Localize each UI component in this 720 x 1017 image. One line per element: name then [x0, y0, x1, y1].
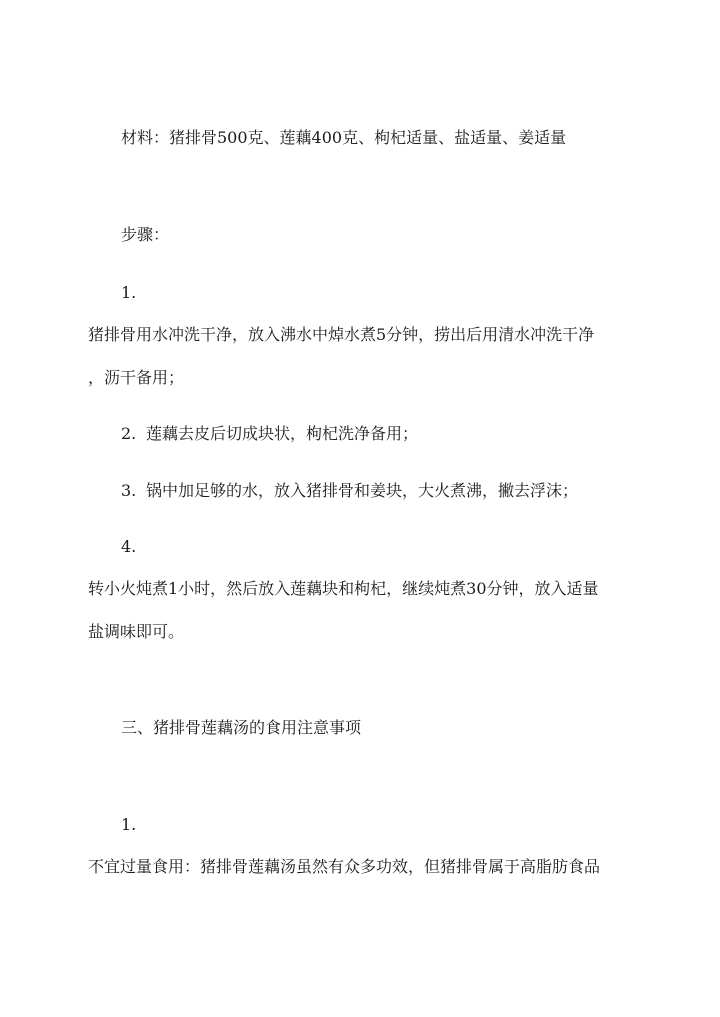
- section-3-item-1-text-line-1: 不宜过量食用：猪排骨莲藕汤虽然有众多功效，但猪排骨属于高脂肪食品: [88, 857, 601, 876]
- step-3-text: 锅中加足够的水，放入猪排骨和姜块，大火煮沸，撇去浮沫；: [146, 481, 579, 500]
- step-4-number: 4.: [121, 537, 137, 556]
- step-4-text-line-1: 转小火炖煮1小时，然后放入莲藕块和枸杞，继续炖煮30分钟，放入适量: [88, 579, 599, 598]
- step-1-text-line-2: ，沥干备用；: [88, 368, 185, 387]
- step-1-number: 1.: [121, 283, 137, 302]
- step-3-number: 3.: [121, 481, 137, 500]
- step-2-number: 2.: [121, 424, 137, 443]
- step-1-text-line-1: 猪排骨用水冲洗干净，放入沸水中焯水煮5分钟，捞出后用清水冲洗干净: [88, 325, 595, 344]
- steps-heading: 步骤：: [121, 225, 170, 244]
- step-4-text-line-2: 盐调味即可。: [88, 622, 185, 641]
- section-3-heading: 三、猪排骨莲藕汤的食用注意事项: [121, 718, 362, 737]
- materials-line: 材料：猪排骨500克、莲藕400克、枸杞适量、盐适量、姜适量: [121, 128, 567, 147]
- section-3-item-1-number: 1.: [121, 815, 137, 834]
- step-2-text: 莲藕去皮后切成块状，枸杞洗净备用；: [146, 424, 419, 443]
